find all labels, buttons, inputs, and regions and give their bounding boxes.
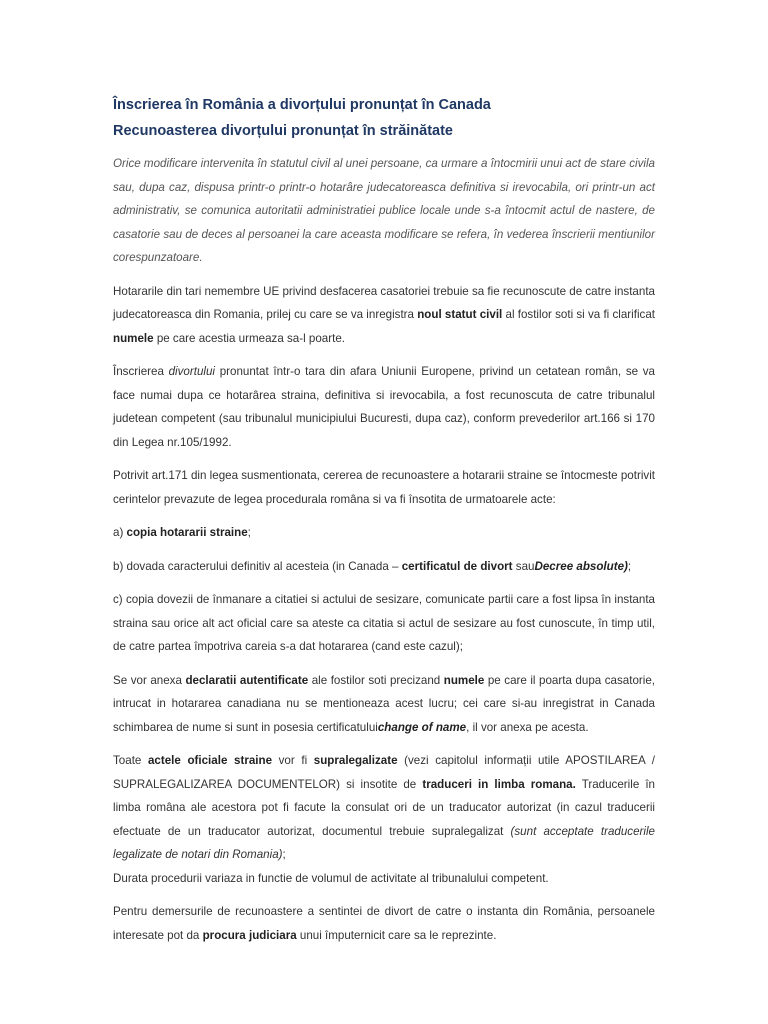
paragraph-legalization: Toate actele oficiale straine vor fi supralegalizate (vezi capitolul informații utile APOSTILAREA / SUPRALEGALIZAREA DOCUMENTELOR) si insotite de traduceri in limba romana. Traducerile în limba româna ale acestora pot fi facute la consulat ori de un traducator autorizat (in cazul traducerii efectuate de un traducator autorizat, documentul trebuie supralegalizat (sunt acceptate traducerile legalizate de notari din Romania); <box>113 754 656 861</box>
paragraph-duration: Durata procedurii variaza in functie de volumul de activitate al tribunalului competent. <box>113 871 549 885</box>
paragraph-request: Potrivit art.171 din legea susmentionata, cererea de recunoastere a hotararii straine se întocmeste potrivit cerintelor prevazute de legea procedurala româna si va fi însotita de urmatoarele acte: <box>113 469 655 506</box>
document-title: Înscrierea în România a divorțului pronunțat în Canada <box>113 97 491 113</box>
paragraph-declarations: Se vor anexa declaratii autentificate ale fostilor soti precizand numele pe care il poarta dupa casatorie, intrucat in hotararea canadiana nu se mentioneaza acest lucru; cei care si-au inregistrat in Canada schimbarea de nume si sunt in posesia certificatuluichange of name, il vor anexa pe acesta. <box>113 673 655 734</box>
paragraph-recognition: Hotararile din tari nemembre UE privind desfacerea casatoriei trebuie sa fie recunoscute de catre instanta judecatoreasca din Romania, prilej cu care se va inregistra noul statut civil al fostilor soti si va fi clarificat numele pe care acestia urmeaza sa-l poarte. <box>113 284 655 345</box>
paragraph-power-of-attorney: Pentru demersurile de recunoastere a sentintei de divort de catre o instanta din România, persoanele interesate pot da procura judiciara unui împuternicit care sa le reprezinte. <box>113 905 655 942</box>
document-subtitle: Recunoasterea divorțului pronunțat în străinătate <box>113 123 453 139</box>
list-item-a: a) copia hotararii straine; <box>113 526 251 539</box>
list-item-c: c) copia dovezii de înmanare a citatiei si actului de sesizare, comunicate partii care a fost lipsa în instanta straina sau orice alt act oficial care sa ateste ca citatia si actul de sesizare au fost cunoscute, în timp util, de catre partea împotriva careia s-a dat hotararea (cand este cazul); <box>113 593 655 653</box>
intro-paragraph: Orice modificare intervenita în statutul civil al unei persoane, ca urmare a întocmirii unui act de stare civila sau, dupa caz, dispusa printr-o printr-o hotarâre judecatoreasca definitiva si irevocabila, ori printr-un act administrativ, se comunica autoritatii administratiei publice locale unde s-a întocmit actul de nastere, de casatorie sau de deces al persoanei la care aceasta modificare se refera, în vederea înscrierii mentiunilor corespunzatoare. <box>113 157 655 264</box>
list-item-b: b) dovada caracterului definitiv al acesteia (in Canada – certificatul de divort sauDecree absolute); <box>113 559 632 573</box>
paragraph-registration: Înscrierea divortului pronuntat într-o tara din afara Uniunii Europene, privind un cetatean român, se va face numai dupa ce hotarârea straina, definitiva si irevocabila, a fost recunoscuta de catre tribunalul judetean competent (sau tribunalul municipiului Bucuresti, dupa caz), conform prevederilor art.166 si 170 din Legea nr.105/1992. <box>113 365 655 449</box>
